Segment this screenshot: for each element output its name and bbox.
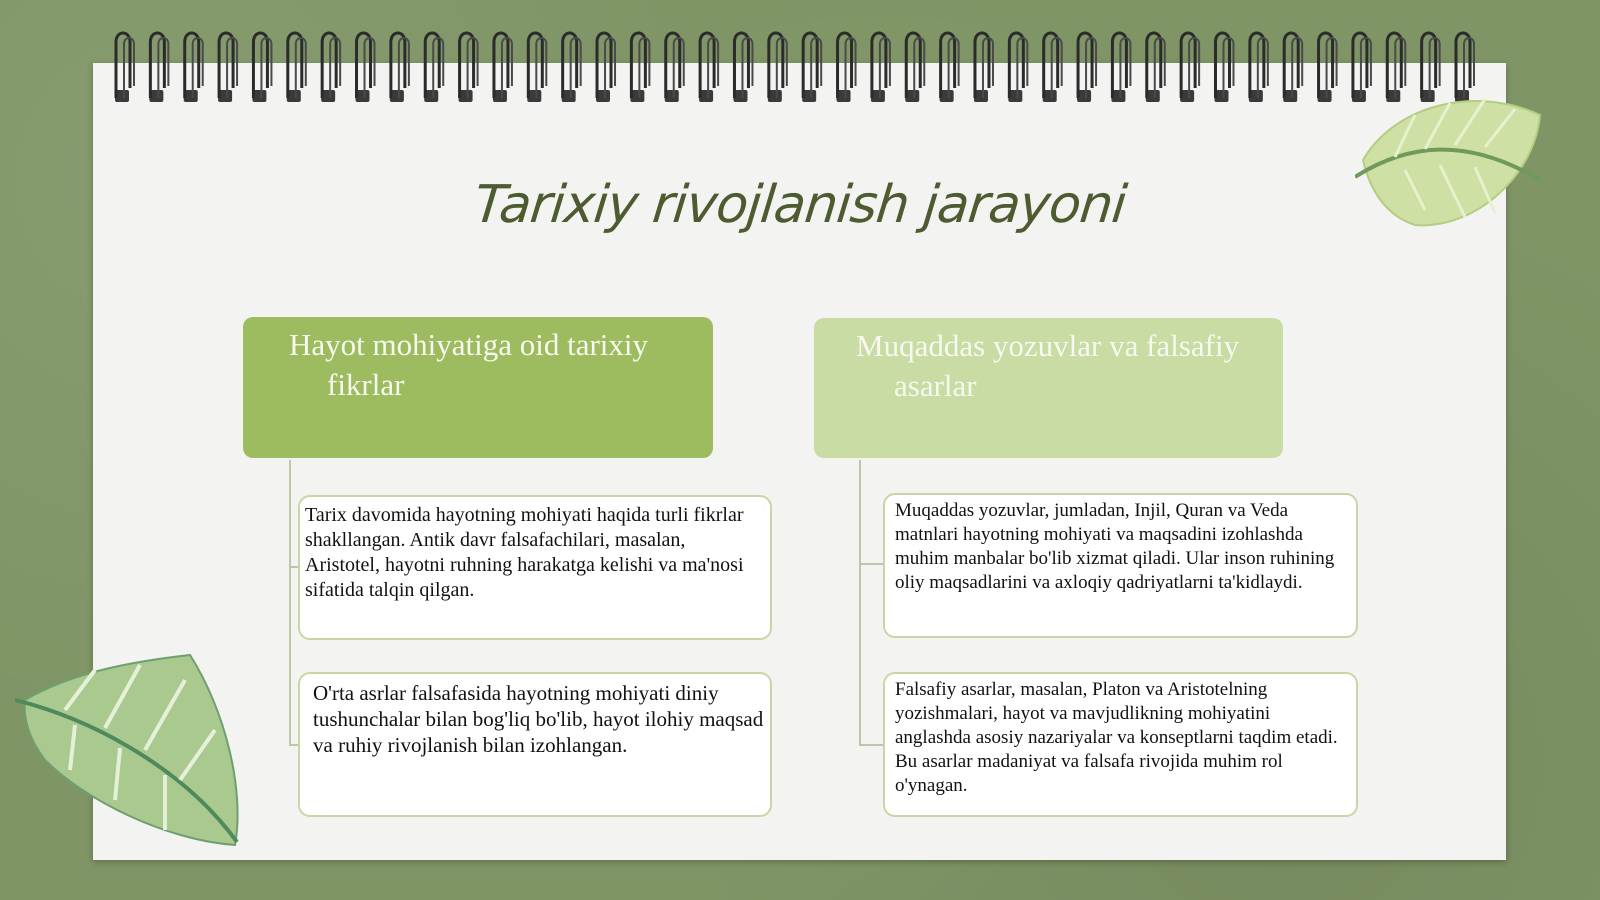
right-card-2: Falsafiy asarlar, masalan, Platon va Aristotelning yozishmalari, hayot va mavjudlikning mohiyatini anglashda asosiy nazariyalar va konseptlarni taqdim etadi. Bu asarlar madaniyat va falsafa rivojida muhim rol o'ynagan. <box>883 672 1358 817</box>
right-column-header-text: Muqaddas yozuvlar va falsafiy asarlar <box>856 328 1240 403</box>
right-tree-connector <box>859 460 861 746</box>
slide-title: Tarixiy rivojlanish jarayoni <box>471 175 1129 235</box>
left-column-header-text: Hayot mohiyatiga oid tarixiy fikrlar <box>289 327 649 402</box>
left-column-header <box>243 317 713 458</box>
spiral-binding-icon <box>110 28 1490 108</box>
right-column-header <box>814 318 1283 458</box>
left-card-2: O'rta asrlar falsafasida hayotning mohiyati diniy tushunchalar bilan bog'liq bo'lib, hayot ilohiy maqsad va ruhiy rivojlanish bilan izohlangan. <box>298 672 772 817</box>
left-tree-connector <box>289 460 291 746</box>
spiral-ring <box>288 33 302 98</box>
spiral-ring <box>563 33 577 98</box>
right-branch-2 <box>859 744 884 746</box>
leaf-bottom-left-icon <box>15 650 245 855</box>
right-card-1: Muqaddas yozuvlar, jumladan, Injil, Quran va Veda matnlari hayotning mohiyati va maqsadini izohlashda muhim manbalar bo'lib xizmat qiladi. Ular inson ruhining oliy maqsadlarini va axloqiy qadriyatlarni ta'kidlaydi. <box>883 493 1358 638</box>
left-card-1: Tarix davomida hayotning mohiyati haqida turli fikrlar shakllangan. Antik davr falsafachilari, masalan, Aristotel, hayotni ruhning harakatga kelishi va ma'nosi sifatida talqin qilgan. <box>298 495 772 640</box>
right-branch-1 <box>859 563 884 565</box>
